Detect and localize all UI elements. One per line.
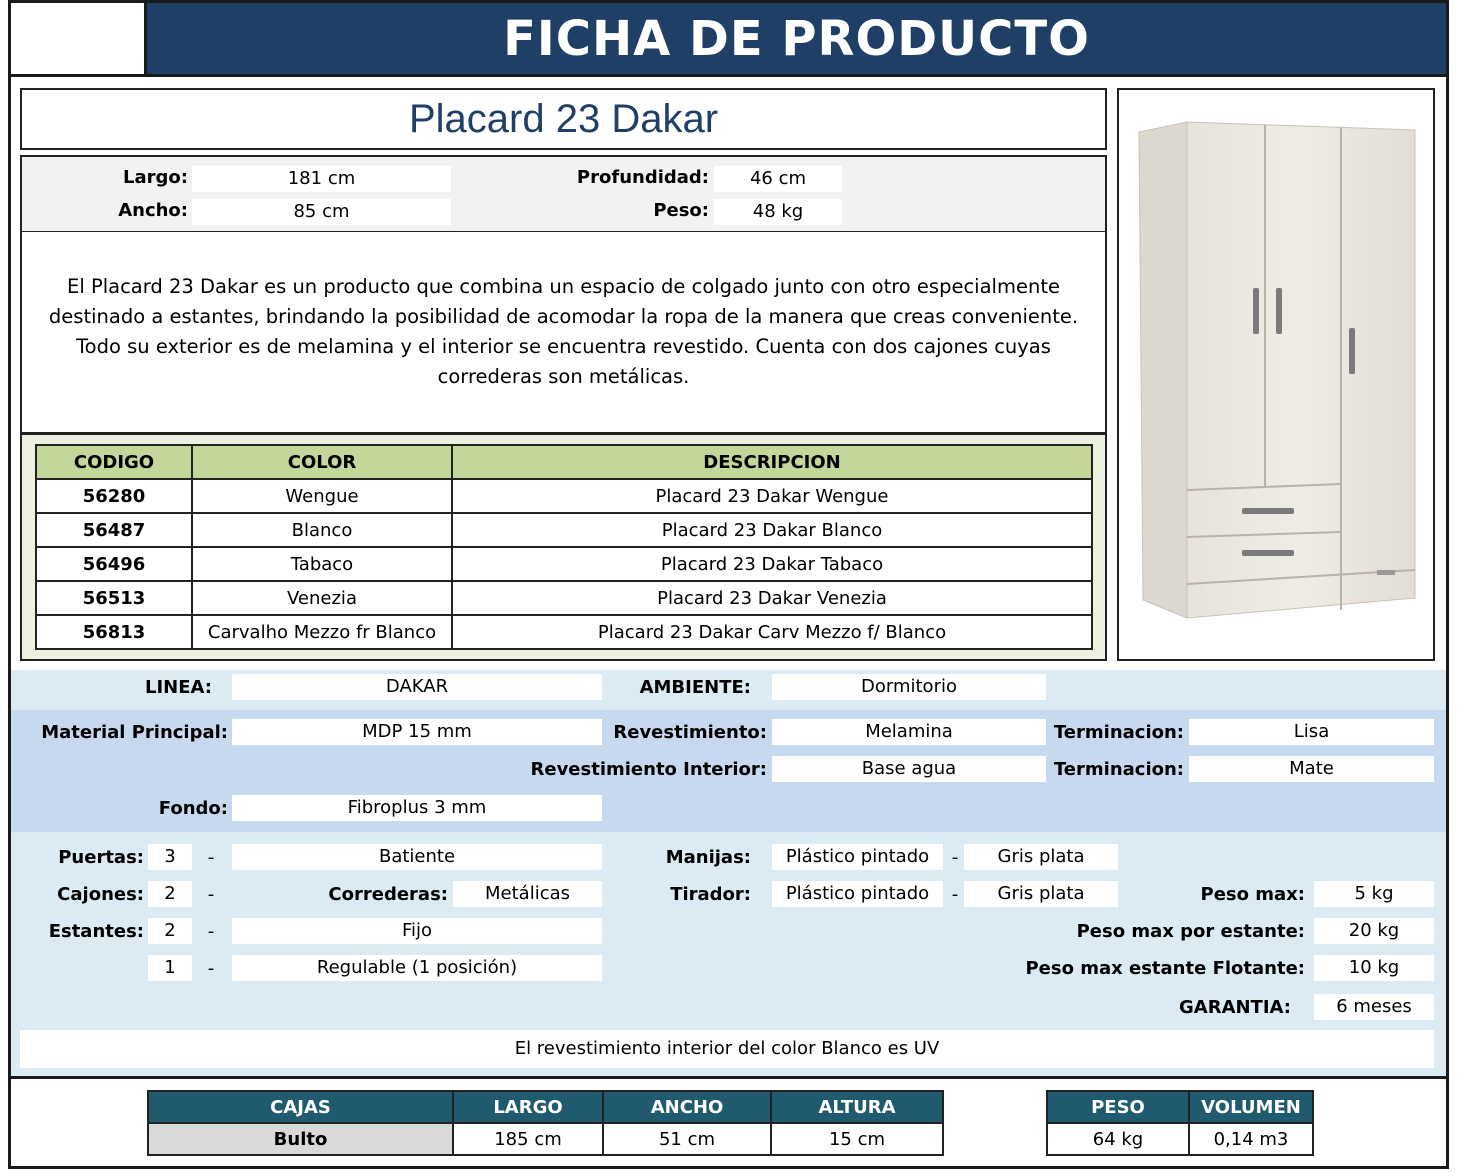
ambiente-label: AMBIENTE: (639, 677, 751, 698)
column-header: LARGO (453, 1091, 603, 1123)
box-type-cell: Bulto (148, 1123, 453, 1155)
description-cell: Placard 23 Dakar Wengue (452, 479, 1092, 513)
manijas-material: Plástico pintado (772, 844, 943, 870)
puertas-qty: 3 (148, 844, 192, 870)
column-header: COLOR (192, 445, 452, 479)
table-header-row (36, 445, 1092, 479)
terminacion-label: Terminacion: (1053, 722, 1184, 743)
peso-max-label: Peso max: (1200, 884, 1305, 905)
manijas-color: Gris plata (964, 844, 1118, 870)
revestimiento-label: Revestimiento: (613, 722, 767, 743)
box-altura-cell: 15 cm (771, 1123, 943, 1155)
separator: - (207, 958, 215, 979)
separator: - (207, 847, 215, 868)
rev-interior-label: Revestimiento Interior: (530, 759, 767, 780)
description-cell: Placard 23 Dakar Blanco (452, 513, 1092, 547)
puertas-type: Batiente (232, 844, 602, 870)
table-row (36, 547, 1092, 581)
correderas-label: Correderas: (328, 884, 448, 905)
box-largo-cell: 185 cm (453, 1123, 603, 1155)
boxes-table (147, 1090, 944, 1156)
table-row (36, 513, 1092, 547)
material-label: Material Principal: (41, 722, 228, 743)
peso-label: Peso: (653, 200, 709, 221)
garantia-label: GARANTIA: (1179, 997, 1291, 1018)
profundidad-label: Profundidad: (576, 167, 709, 188)
cajones-label: Cajones: (57, 884, 144, 905)
box-ancho-cell: 51 cm (603, 1123, 771, 1155)
estantes-qty: 2 (148, 918, 192, 944)
estantes-label: Estantes: (48, 921, 144, 942)
column-header: DESCRIPCION (452, 445, 1092, 479)
terminacion-value: Lisa (1189, 719, 1434, 745)
linea-label: LINEA: (145, 677, 212, 698)
revestimiento-value: Melamina (772, 719, 1046, 745)
peso-flotante-value: 10 kg (1314, 955, 1434, 981)
ancho-value: 85 cm (192, 199, 451, 225)
peso-estante-value: 20 kg (1314, 918, 1434, 944)
product-image-frame (1117, 88, 1435, 661)
puertas-label: Puertas: (58, 847, 144, 868)
ancho-label: Ancho: (118, 200, 188, 221)
table-row (36, 615, 1092, 649)
linea-value: DAKAR (232, 674, 602, 700)
color-cell: Carvalho Mezzo fr Blanco (192, 615, 452, 649)
material-value: MDP 15 mm (232, 719, 602, 745)
product-name: Placard 23 Dakar (20, 88, 1107, 150)
shipping-table (1046, 1090, 1314, 1156)
garantia-value: 6 meses (1314, 994, 1434, 1020)
peso-estante-label: Peso max por estante: (1076, 921, 1305, 942)
column-header: ANCHO (603, 1091, 771, 1123)
tirador-label: Tirador: (670, 884, 751, 905)
shipping-peso-cell: 64 kg (1047, 1123, 1189, 1155)
ambiente-value: Dormitorio (772, 674, 1046, 700)
cajones-qty: 2 (148, 881, 192, 907)
wardrobe-illustration (1119, 90, 1433, 659)
largo-label: Largo: (123, 167, 188, 188)
column-header: CAJAS (148, 1091, 453, 1123)
product-description: El Placard 23 Dakar es un producto que combina un espacio de colgado junto con otro especialmente destinado a estantes, brindando la posibilidad de acomodar la ropa de la manera que creas conveniente. Todo su exterior es de melamina y el interior se encuentra revestido. Cuenta con dos cajones cuyas correderas son metálicas. (20, 232, 1107, 434)
code-cell: 56487 (36, 513, 192, 547)
table-row (36, 479, 1092, 513)
terminacion2-value: Mate (1189, 756, 1434, 782)
profundidad-value: 46 cm (714, 166, 842, 192)
color-cell: Blanco (192, 513, 452, 547)
table-header-row (148, 1091, 943, 1123)
color-cell: Venezia (192, 581, 452, 615)
description-cell: Placard 23 Dakar Venezia (452, 581, 1092, 615)
column-header: PESO (1047, 1091, 1189, 1123)
peso-flotante-label: Peso max estante Flotante: (1025, 958, 1305, 979)
peso-max-value: 5 kg (1314, 881, 1434, 907)
codes-table (35, 444, 1093, 650)
separator: - (207, 884, 215, 905)
code-cell: 56496 (36, 547, 192, 581)
column-header: VOLUMEN (1189, 1091, 1313, 1123)
terminacion2-label: Terminacion: (1053, 759, 1184, 780)
uv-note: El revestimiento interior del color Blanco es UV (20, 1030, 1434, 1068)
fondo-label: Fondo: (158, 798, 228, 819)
code-cell: 56813 (36, 615, 192, 649)
divider (11, 1076, 1446, 1079)
tirador-color: Gris plata (964, 881, 1118, 907)
color-cell: Wengue (192, 479, 452, 513)
largo-value: 181 cm (192, 166, 451, 192)
separator: - (951, 884, 959, 905)
separator: - (207, 921, 215, 942)
table-row (1047, 1123, 1313, 1155)
peso-value: 48 kg (714, 199, 842, 225)
page-title: FICHA DE PRODUCTO (147, 3, 1446, 77)
logo-area (11, 3, 147, 77)
table-row (36, 581, 1092, 615)
tirador-material: Plástico pintado (772, 881, 943, 907)
estantes-regulable-qty: 1 (148, 955, 192, 981)
estantes-type: Fijo (232, 918, 602, 944)
separator: - (951, 847, 959, 868)
code-cell: 56513 (36, 581, 192, 615)
description-cell: Placard 23 Dakar Carv Mezzo f/ Blanco (452, 615, 1092, 649)
manijas-label: Manijas: (665, 847, 751, 868)
estantes-regulable-type: Regulable (1 posición) (232, 955, 602, 981)
description-cell: Placard 23 Dakar Tabaco (452, 547, 1092, 581)
fondo-value: Fibroplus 3 mm (232, 795, 602, 821)
table-header-row (1047, 1091, 1313, 1123)
rev-interior-value: Base agua (772, 756, 1046, 782)
color-cell: Tabaco (192, 547, 452, 581)
column-header: ALTURA (771, 1091, 943, 1123)
column-header: CODIGO (36, 445, 192, 479)
table-row (148, 1123, 943, 1155)
shipping-volumen-cell: 0,14 m3 (1189, 1123, 1313, 1155)
code-cell: 56280 (36, 479, 192, 513)
correderas-value: Metálicas (453, 881, 602, 907)
